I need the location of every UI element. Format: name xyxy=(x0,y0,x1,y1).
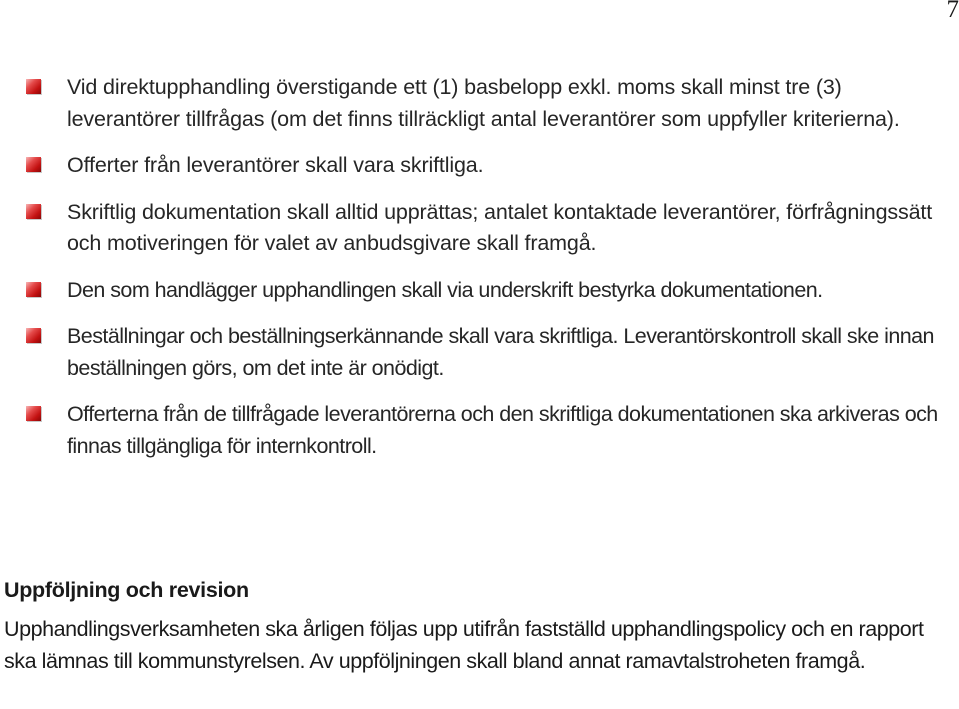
bullet-item xyxy=(0,197,959,260)
bullet-text: Skriftlig dokumentation skall alltid upprättas; antalet kontaktade leverantörer, förfrågningssätt och motiveringen för valet av anbudsgivare skall framgå. xyxy=(67,199,933,255)
bullet-text: Vid direktupphandling överstigande ett (1) basbelopp exkl. moms skall minst tre (3) leverantörer tillfrågas (om det finns tillräckligt antal leverantörer som uppfyller kriterierna). xyxy=(67,75,900,131)
bullet-item xyxy=(0,275,959,307)
red-square-bullet-icon xyxy=(26,406,41,421)
red-square-bullet-icon xyxy=(26,157,41,172)
section-heading: Uppföljning och revision xyxy=(4,578,249,602)
red-square-bullet-icon xyxy=(26,79,41,94)
bullet-item xyxy=(0,72,959,135)
follow-up-section xyxy=(4,574,954,677)
page-number: 7 xyxy=(946,0,959,23)
bullet-text: Offerterna från de tillfrågade leverantörerna och den skriftliga dokumentationen ska arkiveras och finnas tillgängliga för internkontroll. xyxy=(67,402,938,458)
bullet-item xyxy=(0,399,959,462)
bullet-text: Beställningar och beställningserkännande skall vara skriftliga. Leverantörskontroll skall ske innan beställningen görs, om det inte är onödigt. xyxy=(67,324,934,380)
red-square-bullet-icon xyxy=(26,282,41,297)
red-square-bullet-icon xyxy=(26,204,41,219)
bullet-text: Offerter från leverantörer skall vara skriftliga. xyxy=(67,153,484,177)
bullet-item xyxy=(0,150,959,182)
bullet-item xyxy=(0,321,959,384)
requirements-bullet-list xyxy=(0,72,959,477)
bullet-text: Den som handlägger upphandlingen skall via underskrift bestyrka dokumentationen. xyxy=(67,277,823,302)
section-body: Upphandlingsverksamheten ska årligen följas upp utifrån fastställd upphandlingspolicy och en rapport ska lämnas till kommunstyrelsen. Av uppföljningen skall bland annat ramavtalstroheten framgå. xyxy=(4,617,924,673)
red-square-bullet-icon xyxy=(26,328,41,343)
